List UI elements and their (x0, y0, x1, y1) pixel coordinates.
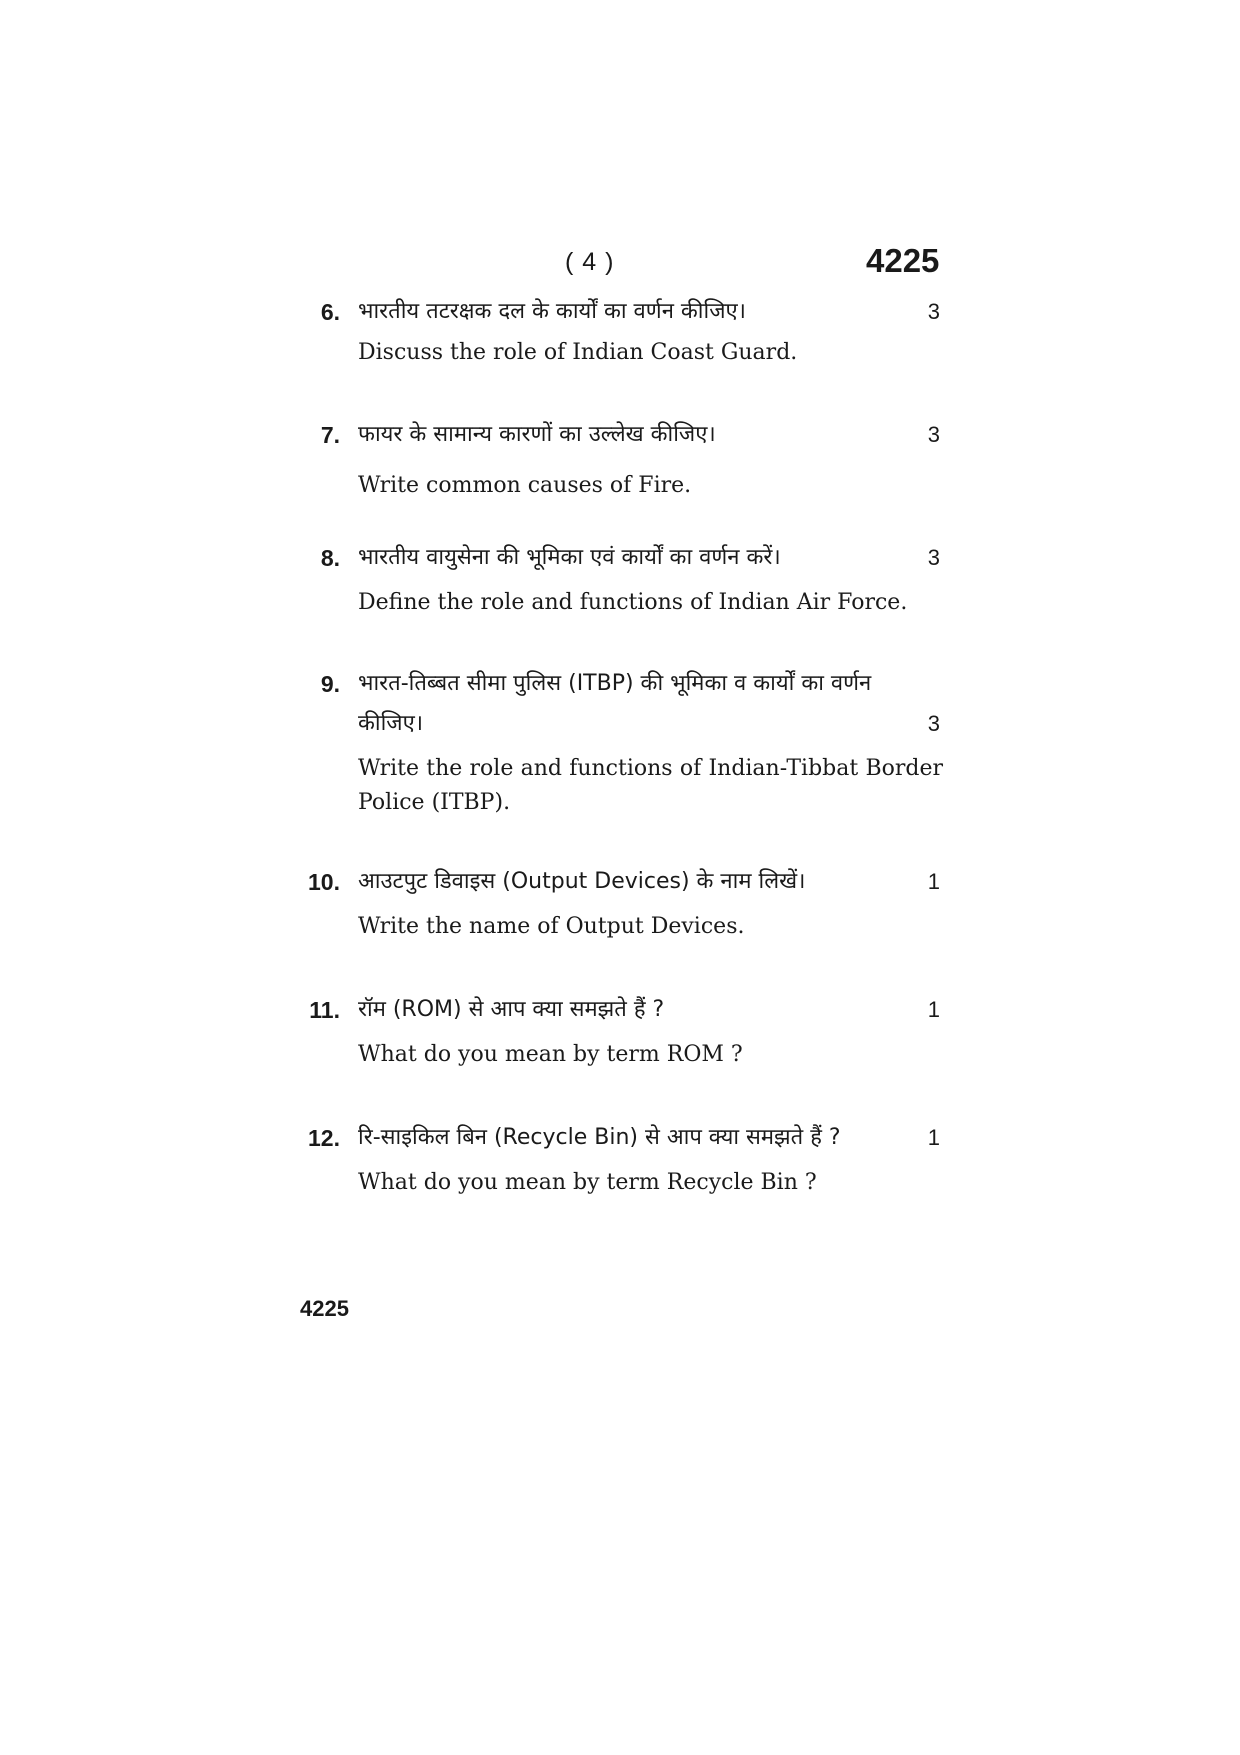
question-11 (290, 990, 945, 1067)
question-text-english: Write common causes of Fire. (358, 473, 692, 498)
page-number: ( 4 ) (565, 248, 615, 276)
question-number: 12. (308, 1125, 340, 1151)
question-text-hindi: रॉम (ROM) से आप क्या समझते हैं ? (358, 997, 665, 1022)
question-text-hindi-continued: कीजिए। (358, 711, 424, 736)
question-marks: 3 (927, 711, 940, 736)
question-number: 10. (308, 869, 340, 895)
question-number: 8. (320, 545, 340, 571)
question-marks: 1 (927, 869, 940, 894)
question-12 (290, 1118, 945, 1195)
question-marks: 1 (927, 1125, 940, 1150)
question-7 (290, 415, 945, 498)
question-marks: 3 (927, 422, 940, 447)
question-number: 7. (320, 422, 340, 448)
question-number: 11. (309, 997, 340, 1023)
question-8 (290, 538, 945, 615)
paper-code-header: 4225 (866, 242, 940, 279)
question-marks: 1 (927, 997, 940, 1022)
paper-code-footer: 4225 (300, 1296, 349, 1321)
question-number: 9. (320, 671, 340, 697)
question-text-hindi: भारत-तिब्बत सीमा पुलिस (ITBP) की भूमिका व कार्यों का वर्णन (358, 671, 872, 696)
question-text-english: Write the role and functions of Indian-Tibbat Border Police (ITBP). (358, 756, 943, 815)
question-6 (290, 292, 945, 365)
question-text-hindi: भारतीय वायुसेना की भूमिका एवं कार्यों का वर्णन करें। (358, 545, 781, 570)
question-text-english: Define the role and functions of Indian Air Force. (358, 590, 908, 615)
question-text-english: Write the name of Output Devices. (358, 914, 745, 939)
question-text-hindi: रि-साइकिल बिन (Recycle Bin) से आप क्या समझते हैं ? (358, 1125, 841, 1150)
question-10 (290, 862, 945, 939)
question-text-hindi: आउटपुट डिवाइस (Output Devices) के नाम लिखें। (358, 869, 806, 894)
question-text-english: Discuss the role of Indian Coast Guard. (358, 340, 798, 365)
question-marks: 3 (927, 299, 940, 324)
question-text-hindi: फायर के सामान्य कारणों का उल्लेख कीजिए। (358, 422, 716, 447)
question-marks: 3 (927, 545, 940, 570)
question-9 (290, 664, 945, 815)
question-text-english: What do you mean by term ROM ? (358, 1042, 743, 1067)
question-number: 6. (320, 299, 340, 325)
question-text-hindi: भारतीय तटरक्षक दल के कार्यों का वर्णन कीजिए। (358, 299, 747, 324)
question-text-english: What do you mean by term Recycle Bin ? (358, 1170, 817, 1195)
